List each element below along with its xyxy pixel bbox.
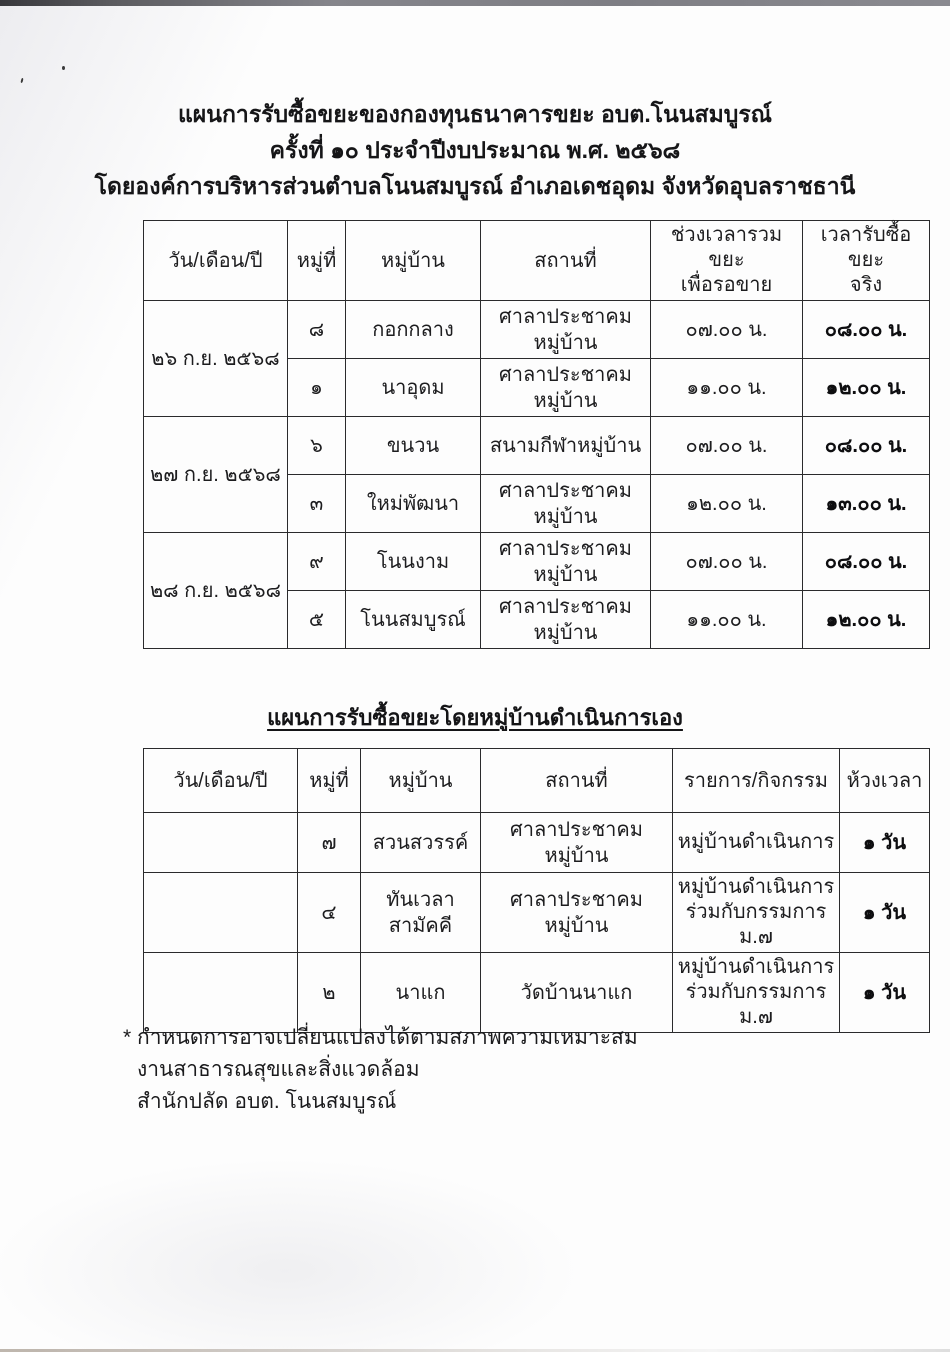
buy-time-cell: ๐๘.๐๐ น. <box>803 417 930 475</box>
table-row <box>144 953 930 1033</box>
village-cell: โนนงาม <box>346 533 481 591</box>
activity-cell: หมู่บ้านดำเนินการ <box>673 813 840 873</box>
place-cell: ศาลาประชาคมหมู่บ้าน <box>481 359 651 417</box>
place-cell: สนามกีฬาหมู่บ้าน <box>481 417 651 475</box>
header-activity: รายการ/กิจกรรม <box>673 749 840 813</box>
footnote-office: สำนักปลัด อบต. โนนสมบูรณ์ <box>137 1090 397 1113</box>
moo-cell: ๗ <box>298 813 361 873</box>
header-village: หมู่บ้าน <box>361 749 481 813</box>
footnote-remark: * กำหนดการอาจเปลี่ยนแปลงได้ตามสภาพความเหมาะสม <box>123 1026 638 1049</box>
scan-speck <box>62 66 65 70</box>
header-buy-time: เวลารับซื้อขยะ จริง <box>803 221 930 301</box>
moo-cell: ๒ <box>298 953 361 1033</box>
title-line-1: แผนการรับซื้อขยะของกองทุนธนาคารขยะ อบต.โนนสมบูรณ์ <box>177 101 773 127</box>
date-cell <box>144 953 298 1033</box>
buy-time-cell: ๑๒.๐๐ น. <box>803 359 930 417</box>
place-cell: วัดบ้านนาแก <box>481 953 673 1033</box>
header-place: สถานที่ <box>481 221 651 301</box>
place-cell: ศาลาประชาคมหมู่บ้าน <box>481 873 673 953</box>
moo-cell: ๙ <box>288 533 346 591</box>
village-cell: นาแก <box>361 953 481 1033</box>
moo-cell: ๖ <box>288 417 346 475</box>
header-date: วัน/เดือน/ปี <box>144 749 298 813</box>
date-cell <box>144 873 298 953</box>
place-cell: ศาลาประชาคมหมู่บ้าน <box>481 301 651 359</box>
moo-cell: ๕ <box>288 591 346 649</box>
footnotes <box>123 1022 638 1118</box>
village-cell: ขนวน <box>346 417 481 475</box>
activity-cell: หมู่บ้านดำเนินการ ร่วมกับกรรมการ ม.๗ <box>673 873 840 953</box>
place-cell: ศาลาประชาคมหมู่บ้าน <box>481 591 651 649</box>
date-cell: ๒๘ ก.ย. ๒๕๖๘ <box>144 533 288 649</box>
document-title <box>0 96 950 204</box>
collect-time-cell: ๐๗.๐๐ น. <box>651 533 803 591</box>
village-cell: สวนสวรรค์ <box>361 813 481 873</box>
date-cell: ๒๗ ก.ย. ๒๕๖๘ <box>144 417 288 533</box>
period-cell: ๑ วัน <box>840 953 930 1033</box>
header-village: หมู่บ้าน <box>346 221 481 301</box>
buy-time-cell: ๐๘.๐๐ น. <box>803 533 930 591</box>
period-cell: ๑ วัน <box>840 813 930 873</box>
village-cell: นาอุดม <box>346 359 481 417</box>
table-row <box>144 533 930 591</box>
place-cell: ศาลาประชาคมหมู่บ้าน <box>481 813 673 873</box>
village-cell: กอกกลาง <box>346 301 481 359</box>
collect-time-cell: ๑๑.๐๐ น. <box>651 591 803 649</box>
header-date: วัน/เดือน/ปี <box>144 221 288 301</box>
header-period: ห้วงเวลา <box>840 749 930 813</box>
header-moo: หมู่ที่ <box>298 749 361 813</box>
footnote-department: งานสาธารณสุขและสิ่งแวดล้อม <box>137 1058 420 1081</box>
header-moo: หมู่ที่ <box>288 221 346 301</box>
table-row <box>144 417 930 475</box>
collect-time-cell: ๑๑.๐๐ น. <box>651 359 803 417</box>
village-cell: ทันเวลาสามัคคี <box>361 873 481 953</box>
period-cell: ๑ วัน <box>840 873 930 953</box>
date-cell: ๒๖ ก.ย. ๒๕๖๘ <box>144 301 288 417</box>
scan-speck <box>20 78 23 83</box>
waste-purchase-schedule-table <box>143 220 930 649</box>
table-row <box>144 813 930 873</box>
buy-time-cell: ๐๘.๐๐ น. <box>803 301 930 359</box>
collect-time-cell: ๑๒.๐๐ น. <box>651 475 803 533</box>
header-place: สถานที่ <box>481 749 673 813</box>
table-row <box>144 301 930 359</box>
moo-cell: ๔ <box>298 873 361 953</box>
place-cell: ศาลาประชาคมหมู่บ้าน <box>481 475 651 533</box>
table-header-row <box>144 221 930 301</box>
table-row <box>144 873 930 953</box>
title-line-3: โดยองค์การบริหารส่วนตำบลโนนสมบูรณ์ อำเภอเดชอุดม จังหวัดอุบลราชธานี <box>94 173 856 199</box>
village-cell: โนนสมบูรณ์ <box>346 591 481 649</box>
collect-time-cell: ๐๗.๐๐ น. <box>651 301 803 359</box>
self-managed-caption: แผนการรับซื้อขยะโดยหมู่บ้านดำเนินการเอง <box>267 705 683 730</box>
buy-time-cell: ๑๒.๐๐ น. <box>803 591 930 649</box>
activity-cell: หมู่บ้านดำเนินการ ร่วมกับกรรมการ ม.๗ <box>673 953 840 1033</box>
scan-artifact-top-edge <box>0 0 950 6</box>
village-cell: ใหม่พัฒนา <box>346 475 481 533</box>
moo-cell: ๘ <box>288 301 346 359</box>
date-cell <box>144 813 298 873</box>
moo-cell: ๑ <box>288 359 346 417</box>
table-header-row <box>144 749 930 813</box>
self-managed-schedule-table <box>143 748 930 1033</box>
collect-time-cell: ๐๗.๐๐ น. <box>651 417 803 475</box>
header-collect-time: ช่วงเวลารวมขยะ เพื่อรอขาย <box>651 221 803 301</box>
place-cell: ศาลาประชาคมหมู่บ้าน <box>481 533 651 591</box>
title-line-2: ครั้งที่ ๑๐ ประจำปีงบประมาณ พ.ศ. ๒๕๖๘ <box>269 137 681 163</box>
buy-time-cell: ๑๓.๐๐ น. <box>803 475 930 533</box>
moo-cell: ๓ <box>288 475 346 533</box>
